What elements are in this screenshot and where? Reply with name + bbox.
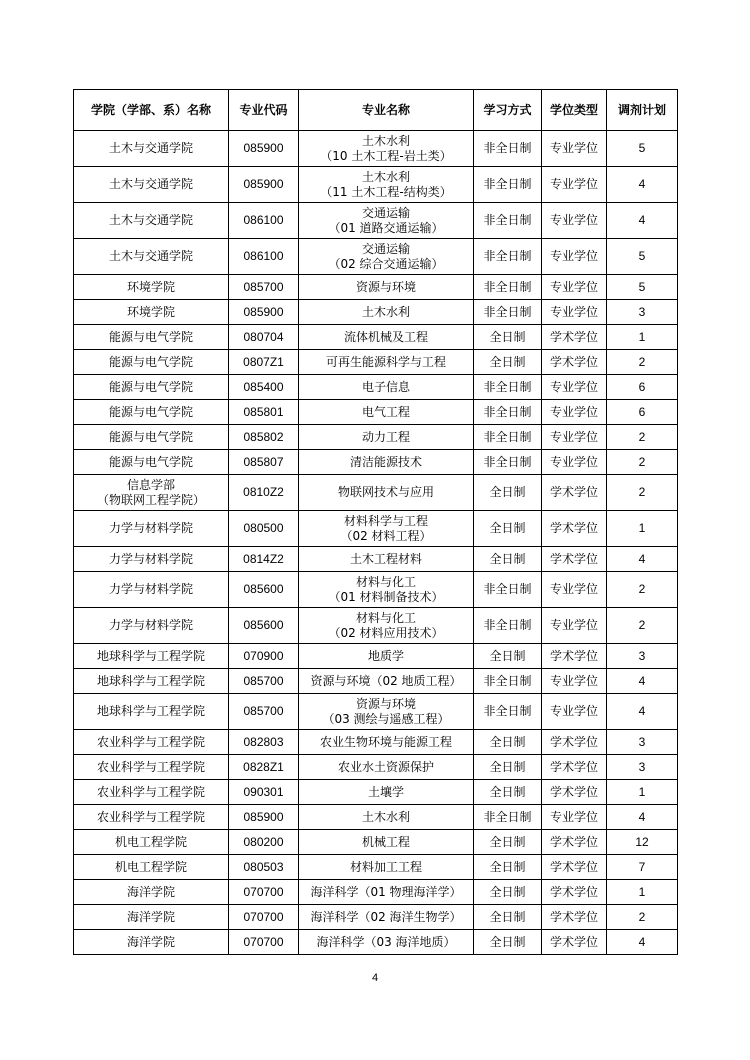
cell-code: 070700 — [229, 880, 299, 905]
cell-major-line: 土木水利 — [361, 304, 410, 319]
cell-college — [74, 275, 229, 300]
cell-major-line: 海洋科学（01 物理海洋学） — [310, 884, 462, 899]
cell-degree: 专业学位 — [542, 275, 607, 300]
cell-college-line: 力学与材料学院 — [108, 618, 193, 632]
cell-major-line: 土木水利 — [361, 809, 410, 824]
cell-mode: 全日制 — [474, 830, 542, 855]
cell-major-line: 可再生能源科学与工程 — [325, 354, 446, 369]
cell-college — [74, 730, 229, 755]
cell-major-line: （01 道路交通运输） — [328, 220, 444, 235]
cell-mode: 全日制 — [474, 905, 542, 930]
table-row — [74, 547, 678, 572]
cell-major-line: 材料与化工 — [355, 610, 416, 625]
cell-college-line: 能源与电气学院 — [108, 429, 193, 444]
cell-college — [74, 830, 229, 855]
cell-major — [299, 930, 474, 955]
cell-code: 086100 — [229, 203, 299, 239]
cell-code: 085600 — [229, 608, 299, 644]
cell-college-line: 土木与交通学院 — [108, 141, 193, 155]
table-row — [74, 780, 678, 805]
cell-degree: 专业学位 — [542, 239, 607, 275]
cell-plan: 5 — [607, 239, 678, 275]
cell-major-line: 清洁能源技术 — [349, 454, 422, 469]
cell-degree: 专业学位 — [542, 805, 607, 830]
cell-plan: 7 — [607, 855, 678, 880]
cell-mode: 非全日制 — [474, 203, 542, 239]
cell-college-line: 能源与电气学院 — [108, 454, 193, 469]
table-row — [74, 572, 678, 608]
cell-major — [299, 880, 474, 905]
cell-plan: 5 — [607, 131, 678, 167]
cell-college — [74, 450, 229, 475]
cell-code: 080500 — [229, 511, 299, 547]
cell-plan: 4 — [607, 167, 678, 203]
cell-college-line: 能源与电气学院 — [108, 379, 193, 394]
cell-mode: 全日制 — [474, 475, 542, 511]
cell-major-line: 地质学 — [367, 648, 404, 663]
cell-college — [74, 547, 229, 572]
cell-major-line: 土壤学 — [367, 784, 404, 799]
cell-degree: 学术学位 — [542, 547, 607, 572]
cell-major — [299, 669, 474, 694]
cell-code: 085400 — [229, 375, 299, 400]
cell-code: 085700 — [229, 275, 299, 300]
header-plan: 调剂计划 — [607, 90, 678, 131]
cell-code: 085900 — [229, 805, 299, 830]
table-row — [74, 644, 678, 669]
cell-degree: 专业学位 — [542, 167, 607, 203]
cell-plan: 3 — [607, 300, 678, 325]
cell-degree: 专业学位 — [542, 375, 607, 400]
table-row — [74, 511, 678, 547]
cell-mode: 非全日制 — [474, 300, 542, 325]
cell-plan: 1 — [607, 880, 678, 905]
table-row — [74, 239, 678, 275]
table-row — [74, 475, 678, 511]
cell-code: 070700 — [229, 930, 299, 955]
table-row — [74, 300, 678, 325]
cell-college — [74, 131, 229, 167]
cell-degree: 学术学位 — [542, 644, 607, 669]
cell-plan: 4 — [607, 805, 678, 830]
cell-mode: 全日制 — [474, 880, 542, 905]
cell-plan: 2 — [607, 608, 678, 644]
cell-major-line: （02 材料工程） — [340, 528, 432, 543]
header-degree: 学位类型 — [542, 90, 607, 131]
cell-major — [299, 167, 474, 203]
cell-degree: 专业学位 — [542, 608, 607, 644]
transfer-plan-table — [73, 89, 678, 955]
cell-major — [299, 511, 474, 547]
cell-mode: 非全日制 — [474, 239, 542, 275]
cell-code: 090301 — [229, 780, 299, 805]
cell-college-line: 土木与交通学院 — [108, 213, 193, 227]
table-row — [74, 669, 678, 694]
cell-college — [74, 511, 229, 547]
cell-degree: 学术学位 — [542, 325, 607, 350]
table-row — [74, 905, 678, 930]
table-row — [74, 805, 678, 830]
cell-college-line: 能源与电气学院 — [108, 329, 193, 344]
cell-plan: 2 — [607, 905, 678, 930]
cell-major — [299, 755, 474, 780]
cell-degree: 专业学位 — [542, 203, 607, 239]
table-row — [74, 203, 678, 239]
cell-major-line: 交通运输 — [361, 241, 410, 256]
cell-mode: 非全日制 — [474, 669, 542, 694]
cell-college-line: 海洋学院 — [126, 934, 175, 949]
cell-mode: 非全日制 — [474, 805, 542, 830]
cell-plan: 6 — [607, 400, 678, 425]
table-row — [74, 930, 678, 955]
cell-college-line: 土木与交通学院 — [108, 249, 193, 263]
table-row — [74, 855, 678, 880]
cell-major — [299, 131, 474, 167]
cell-mode: 非全日制 — [474, 167, 542, 203]
cell-major-line: 流体机械及工程 — [343, 329, 428, 344]
cell-major — [299, 400, 474, 425]
cell-major — [299, 450, 474, 475]
cell-code: 080200 — [229, 830, 299, 855]
cell-plan: 4 — [607, 547, 678, 572]
cell-code: 085807 — [229, 450, 299, 475]
cell-major — [299, 905, 474, 930]
cell-mode: 全日制 — [474, 780, 542, 805]
cell-code: 082803 — [229, 730, 299, 755]
cell-college-line: 农业科学与工程学院 — [96, 734, 205, 749]
cell-code: 0828Z1 — [229, 755, 299, 780]
cell-mode: 非全日制 — [474, 131, 542, 167]
cell-college-line: 农业科学与工程学院 — [96, 809, 205, 824]
cell-major-line: 资源与环境（02 地质工程） — [310, 673, 462, 688]
table-row — [74, 755, 678, 780]
cell-major-line: （11 土木工程-结构类） — [320, 184, 452, 199]
cell-college — [74, 780, 229, 805]
table-row — [74, 880, 678, 905]
cell-college-line: 地球科学与工程学院 — [96, 673, 205, 688]
cell-college — [74, 572, 229, 608]
cell-major-line: 材料与化工 — [355, 574, 416, 589]
cell-plan: 3 — [607, 755, 678, 780]
table-body — [74, 131, 678, 955]
cell-mode: 全日制 — [474, 730, 542, 755]
cell-degree: 学术学位 — [542, 475, 607, 511]
cell-college-line: 能源与电气学院 — [108, 404, 193, 419]
table-row — [74, 350, 678, 375]
cell-college — [74, 644, 229, 669]
cell-major-line: 资源与环境 — [355, 696, 416, 711]
cell-degree: 学术学位 — [542, 730, 607, 755]
cell-code: 070700 — [229, 905, 299, 930]
cell-mode: 全日制 — [474, 511, 542, 547]
cell-major-line: 电气工程 — [361, 404, 410, 419]
cell-college — [74, 239, 229, 275]
cell-major-line: 材料科学与工程 — [343, 513, 428, 528]
cell-college — [74, 350, 229, 375]
cell-major — [299, 780, 474, 805]
cell-code: 080503 — [229, 855, 299, 880]
cell-college — [74, 855, 229, 880]
cell-major-line: （10 土木工程-岩土类） — [320, 148, 452, 163]
table-row — [74, 375, 678, 400]
table-row — [74, 131, 678, 167]
cell-plan: 4 — [607, 669, 678, 694]
cell-mode: 全日制 — [474, 755, 542, 780]
cell-college-line: 力学与材料学院 — [108, 551, 193, 566]
cell-mode: 全日制 — [474, 930, 542, 955]
cell-college-line: 地球科学与工程学院 — [96, 648, 205, 663]
cell-plan: 4 — [607, 203, 678, 239]
cell-plan: 2 — [607, 475, 678, 511]
cell-degree: 学术学位 — [542, 930, 607, 955]
cell-plan: 1 — [607, 780, 678, 805]
table-row — [74, 400, 678, 425]
cell-college-line: 海洋学院 — [126, 884, 175, 899]
cell-degree: 专业学位 — [542, 131, 607, 167]
table-row — [74, 694, 678, 730]
cell-major-line: 海洋科学（02 海洋生物学） — [310, 909, 462, 924]
cell-major — [299, 805, 474, 830]
cell-degree: 专业学位 — [542, 572, 607, 608]
cell-major-line: 海洋科学（03 海洋地质） — [316, 934, 456, 949]
cell-code: 085900 — [229, 300, 299, 325]
header-code: 专业代码 — [229, 90, 299, 131]
cell-college — [74, 400, 229, 425]
cell-major — [299, 300, 474, 325]
cell-major — [299, 730, 474, 755]
cell-mode: 非全日制 — [474, 450, 542, 475]
cell-plan: 6 — [607, 375, 678, 400]
header-mode: 学习方式 — [474, 90, 542, 131]
cell-college-line: 力学与材料学院 — [108, 521, 193, 535]
cell-major — [299, 203, 474, 239]
table-row — [74, 425, 678, 450]
cell-plan: 2 — [607, 450, 678, 475]
cell-major-line: 机械工程 — [361, 834, 410, 849]
cell-code: 0814Z2 — [229, 547, 299, 572]
cell-mode: 非全日制 — [474, 375, 542, 400]
cell-degree: 学术学位 — [542, 780, 607, 805]
cell-mode: 全日制 — [474, 855, 542, 880]
cell-college — [74, 425, 229, 450]
cell-major-line: 材料加工工程 — [349, 859, 422, 874]
cell-college — [74, 694, 229, 730]
cell-degree: 学术学位 — [542, 755, 607, 780]
cell-major — [299, 694, 474, 730]
cell-degree: 专业学位 — [542, 425, 607, 450]
cell-major-line: 农业生物环境与能源工程 — [319, 734, 452, 749]
cell-mode: 全日制 — [474, 644, 542, 669]
cell-major-line: 土木水利 — [361, 169, 410, 184]
cell-plan: 12 — [607, 830, 678, 855]
cell-college-line: 海洋学院 — [126, 909, 175, 924]
cell-degree: 学术学位 — [542, 511, 607, 547]
cell-college — [74, 167, 229, 203]
cell-mode: 非全日制 — [474, 400, 542, 425]
cell-major-line: （03 测绘与遥感工程） — [322, 711, 450, 726]
cell-college-line: 环境学院 — [126, 279, 175, 294]
cell-major — [299, 608, 474, 644]
cell-code: 085802 — [229, 425, 299, 450]
cell-plan: 4 — [607, 694, 678, 730]
cell-college — [74, 805, 229, 830]
table-row — [74, 325, 678, 350]
cell-major — [299, 325, 474, 350]
cell-code: 085700 — [229, 669, 299, 694]
cell-mode: 全日制 — [474, 350, 542, 375]
cell-code: 085900 — [229, 167, 299, 203]
cell-mode: 全日制 — [474, 325, 542, 350]
cell-college-line: 农业科学与工程学院 — [96, 759, 205, 774]
cell-college — [74, 755, 229, 780]
cell-college-line: 能源与电气学院 — [108, 354, 193, 369]
cell-college-line: （物联网工程学院） — [96, 492, 205, 507]
table-row — [74, 608, 678, 644]
cell-plan: 5 — [607, 275, 678, 300]
cell-major — [299, 547, 474, 572]
table-row — [74, 275, 678, 300]
cell-major-line: （02 材料应用技术） — [328, 625, 444, 640]
cell-major — [299, 239, 474, 275]
cell-college — [74, 930, 229, 955]
cell-college-line: 土木与交通学院 — [108, 177, 193, 191]
cell-major — [299, 830, 474, 855]
cell-plan: 2 — [607, 350, 678, 375]
cell-major-line: 农业水土资源保护 — [337, 759, 434, 774]
cell-mode: 非全日制 — [474, 694, 542, 730]
cell-mode: 非全日制 — [474, 275, 542, 300]
cell-major-line: （02 综合交通运输） — [328, 256, 444, 271]
cell-major-line: 电子信息 — [361, 379, 410, 394]
cell-college — [74, 203, 229, 239]
cell-major — [299, 572, 474, 608]
cell-college-line: 环境学院 — [126, 304, 175, 319]
cell-plan: 3 — [607, 644, 678, 669]
cell-plan: 3 — [607, 730, 678, 755]
header-college: 学院（学部、系）名称 — [74, 90, 229, 131]
cell-college-line: 地球科学与工程学院 — [96, 704, 205, 718]
cell-code: 070900 — [229, 644, 299, 669]
cell-plan: 2 — [607, 425, 678, 450]
cell-mode: 全日制 — [474, 547, 542, 572]
cell-code: 080704 — [229, 325, 299, 350]
cell-major — [299, 275, 474, 300]
cell-code: 085801 — [229, 400, 299, 425]
cell-code: 085900 — [229, 131, 299, 167]
cell-code: 085700 — [229, 694, 299, 730]
cell-major-line: 交通运输 — [361, 205, 410, 220]
cell-degree: 学术学位 — [542, 830, 607, 855]
cell-college-line: 机电工程学院 — [114, 834, 187, 849]
cell-degree: 专业学位 — [542, 400, 607, 425]
cell-degree: 学术学位 — [542, 880, 607, 905]
cell-major — [299, 350, 474, 375]
cell-plan: 2 — [607, 572, 678, 608]
table-row — [74, 730, 678, 755]
cell-college — [74, 669, 229, 694]
cell-degree: 专业学位 — [542, 450, 607, 475]
table-row — [74, 830, 678, 855]
cell-college — [74, 880, 229, 905]
cell-degree: 专业学位 — [542, 694, 607, 730]
cell-code: 0810Z2 — [229, 475, 299, 511]
header-major: 专业名称 — [299, 90, 474, 131]
cell-code: 0807Z1 — [229, 350, 299, 375]
cell-college-line: 信息学部 — [126, 477, 175, 492]
cell-major — [299, 855, 474, 880]
cell-major-line: 动力工程 — [361, 429, 410, 444]
page-number: 4 — [371, 972, 379, 984]
cell-major — [299, 375, 474, 400]
cell-mode: 非全日制 — [474, 572, 542, 608]
table-row — [74, 167, 678, 203]
cell-major — [299, 644, 474, 669]
cell-college — [74, 300, 229, 325]
cell-major — [299, 425, 474, 450]
cell-college-line: 机电工程学院 — [114, 859, 187, 874]
cell-college-line: 力学与材料学院 — [108, 582, 193, 596]
cell-mode: 非全日制 — [474, 425, 542, 450]
cell-code: 086100 — [229, 239, 299, 275]
cell-major-line: 土木工程材料 — [349, 551, 422, 566]
cell-degree: 学术学位 — [542, 855, 607, 880]
cell-plan: 1 — [607, 325, 678, 350]
cell-degree: 专业学位 — [542, 300, 607, 325]
cell-college — [74, 608, 229, 644]
cell-college — [74, 905, 229, 930]
cell-college — [74, 475, 229, 511]
table-header-row — [74, 90, 678, 131]
cell-plan: 1 — [607, 511, 678, 547]
cell-degree: 学术学位 — [542, 905, 607, 930]
cell-major — [299, 475, 474, 511]
cell-college — [74, 375, 229, 400]
cell-college — [74, 325, 229, 350]
cell-degree: 专业学位 — [542, 669, 607, 694]
cell-degree: 学术学位 — [542, 350, 607, 375]
cell-major-line: （01 材料制备技术） — [328, 589, 444, 604]
table-row — [74, 450, 678, 475]
cell-major-line: 资源与环境 — [355, 279, 416, 294]
cell-plan: 4 — [607, 930, 678, 955]
cell-major-line: 物联网技术与应用 — [337, 485, 434, 499]
cell-code: 085600 — [229, 572, 299, 608]
cell-major-line: 土木水利 — [361, 133, 410, 148]
cell-college-line: 农业科学与工程学院 — [96, 784, 205, 799]
cell-mode: 非全日制 — [474, 608, 542, 644]
